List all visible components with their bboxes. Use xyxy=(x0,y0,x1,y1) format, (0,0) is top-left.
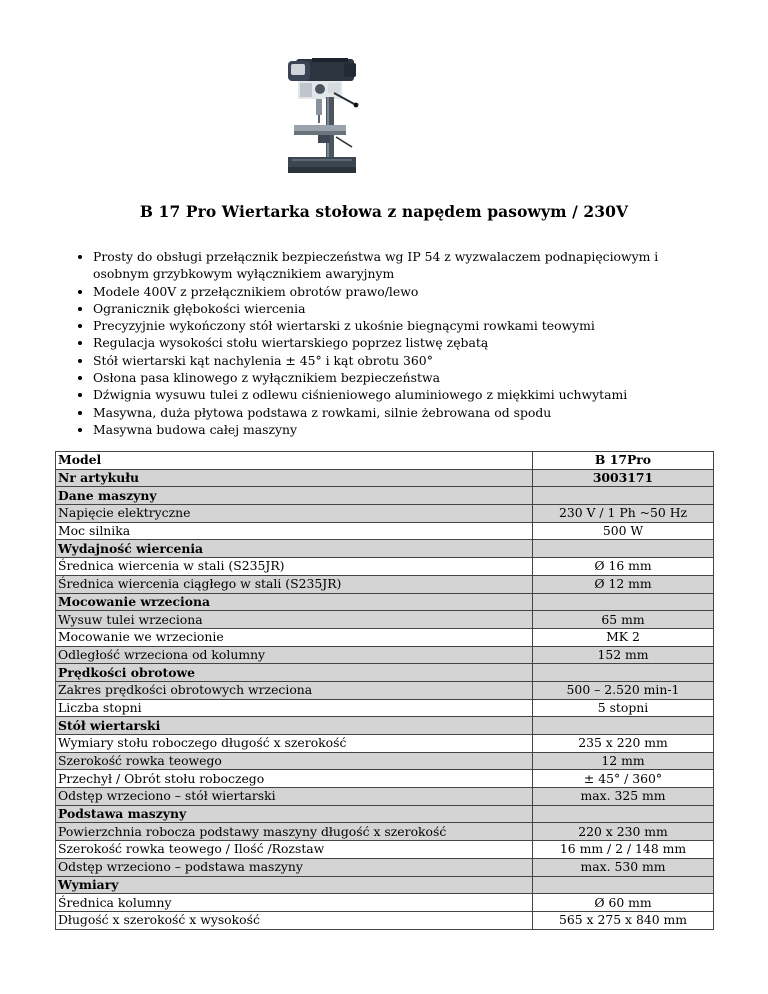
section-label: Dane maszyny xyxy=(56,487,533,505)
row-value: 3003171 xyxy=(533,469,714,487)
row-label: Wysuw tulei wrzeciona xyxy=(56,611,533,629)
table-row xyxy=(56,770,714,788)
row-label: Wymiary stołu roboczego długość x szerokość xyxy=(56,735,533,753)
feature-list xyxy=(74,248,713,438)
specification-table xyxy=(55,451,714,930)
row-label: Odstęp wrzeciono – stół wiertarski xyxy=(56,788,533,806)
row-value: Ø 16 mm xyxy=(533,558,714,576)
row-value: 152 mm xyxy=(533,646,714,664)
row-value xyxy=(533,540,714,558)
list-item: • Masywna, duża płytowa podstawa z rowkami, silnie żebrowana od spodu xyxy=(93,404,713,421)
row-value: ± 45° / 360° xyxy=(533,770,714,788)
section-row xyxy=(56,664,714,682)
list-item: • Precyzyjnie wykończony stół wiertarski z ukośnie biegnącymi rowkami teowymi xyxy=(93,317,713,334)
section-label: Prędkości obrotowe xyxy=(56,664,533,682)
row-label: Napięcie elektryczne xyxy=(56,505,533,523)
row-label: Zakres prędkości obrotowych wrzeciona xyxy=(56,681,533,699)
row-label: Średnica kolumny xyxy=(56,894,533,912)
row-label: Długość x szerokość x wysokość xyxy=(56,911,533,929)
table-row xyxy=(56,841,714,859)
row-label: Średnica wiercenia ciągłego w stali (S235JR) xyxy=(56,575,533,593)
section-label: Podstawa maszyny xyxy=(56,805,533,823)
section-row xyxy=(56,487,714,505)
table-row xyxy=(56,858,714,876)
list-item: • Regulacja wysokości stołu wiertarskiego poprzez listwę zębatą xyxy=(93,334,713,351)
table-row xyxy=(56,823,714,841)
row-value xyxy=(533,487,714,505)
row-label: Powierzchnia robocza podstawy maszyny długość x szerokość xyxy=(56,823,533,841)
table-row xyxy=(56,752,714,770)
row-value: 5 stopni xyxy=(533,699,714,717)
row-label: Szerokość rowka teowego xyxy=(56,752,533,770)
list-item: • Masywna budowa całej maszyny xyxy=(93,421,713,438)
drill-press-image xyxy=(282,53,362,177)
row-value: max. 530 mm xyxy=(533,858,714,876)
list-item: • Modele 400V z przełącznikiem obrotów prawo/lewo xyxy=(93,283,713,300)
list-item: • Stół wiertarski kąt nachylenia ± 45° i kąt obrotu 360° xyxy=(93,352,713,369)
row-value xyxy=(533,717,714,735)
list-item: • Prosty do obsługi przełącznik bezpieczeństwa wg IP 54 z wyzwalaczem podnapięciowym i osobnym grzybkowym wyłącznikiem awaryjnym xyxy=(93,248,713,283)
row-label: Odległość wrzeciona od kolumny xyxy=(56,646,533,664)
list-item: • Ogranicznik głębokości wiercenia xyxy=(93,300,713,317)
section-row xyxy=(56,717,714,735)
row-value: 16 mm / 2 / 148 mm xyxy=(533,841,714,859)
table-row xyxy=(56,894,714,912)
row-value: Ø 12 mm xyxy=(533,575,714,593)
row-value xyxy=(533,664,714,682)
row-label: Odstęp wrzeciono – podstawa maszyny xyxy=(56,858,533,876)
section-label: Stół wiertarski xyxy=(56,717,533,735)
row-value: 500 – 2.520 min-1 xyxy=(533,681,714,699)
section-row xyxy=(56,540,714,558)
row-value: 12 mm xyxy=(533,752,714,770)
row-label: Moc silnika xyxy=(56,522,533,540)
row-label: Szerokość rowka teowego / Ilość /Rozstaw xyxy=(56,841,533,859)
row-value: 500 W xyxy=(533,522,714,540)
row-label: Liczba stopni xyxy=(56,699,533,717)
row-label: Nr artykułu xyxy=(56,469,533,487)
row-value: 230 V / 1 Ph ~50 Hz xyxy=(533,505,714,523)
table-row xyxy=(56,611,714,629)
table-row xyxy=(56,452,714,470)
row-value: B 17Pro xyxy=(533,452,714,470)
row-label: Model xyxy=(56,452,533,470)
table-row xyxy=(56,699,714,717)
section-label: Wymiary xyxy=(56,876,533,894)
table-row xyxy=(56,575,714,593)
page-title: B 17 Pro Wiertarka stołowa z napędem pasowym / 230V xyxy=(139,202,629,221)
table-row xyxy=(56,558,714,576)
row-value: Ø 60 mm xyxy=(533,894,714,912)
row-value xyxy=(533,593,714,611)
table-row xyxy=(56,788,714,806)
row-value xyxy=(533,805,714,823)
table-row xyxy=(56,522,714,540)
section-label: Wydajność wiercenia xyxy=(56,540,533,558)
table-row xyxy=(56,646,714,664)
row-label: Przechył / Obrót stołu roboczego xyxy=(56,770,533,788)
row-value: max. 325 mm xyxy=(533,788,714,806)
row-value: 235 x 220 mm xyxy=(533,735,714,753)
list-item: • Dźwignia wysuwu tulei z odlewu ciśnieniowego aluminiowego z miękkimi uchwytami xyxy=(93,386,713,403)
section-row xyxy=(56,805,714,823)
table-row xyxy=(56,628,714,646)
section-label: Mocowanie wrzeciona xyxy=(56,593,533,611)
row-value xyxy=(533,876,714,894)
row-label: Mocowanie we wrzecionie xyxy=(56,628,533,646)
table-row xyxy=(56,681,714,699)
table-row xyxy=(56,469,714,487)
section-row xyxy=(56,593,714,611)
row-value: MK 2 xyxy=(533,628,714,646)
table-row xyxy=(56,735,714,753)
list-item: • Osłona pasa klinowego z wyłącznikiem bezpieczeństwa xyxy=(93,369,713,386)
row-value: 220 x 230 mm xyxy=(533,823,714,841)
row-value: 65 mm xyxy=(533,611,714,629)
section-row xyxy=(56,876,714,894)
row-value: 565 x 275 x 840 mm xyxy=(533,911,714,929)
table-row xyxy=(56,911,714,929)
table-row xyxy=(56,505,714,523)
row-label: Średnica wiercenia w stali (S235JR) xyxy=(56,558,533,576)
